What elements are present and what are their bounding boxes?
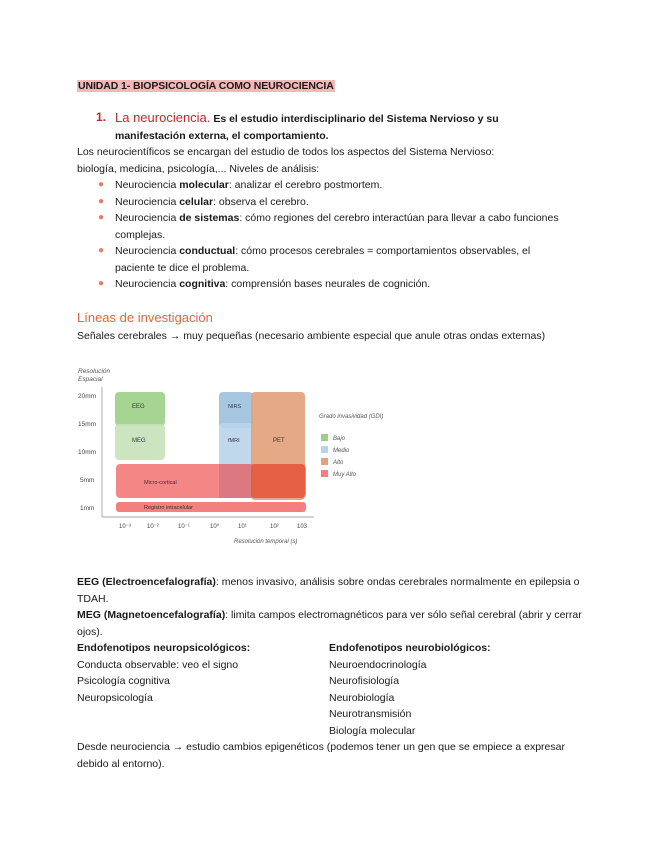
list-item: ● Neurociencia cognitiva: comprensión bases neurales de cognición. (96, 276, 566, 293)
eeg-paragraph: EEG (Electroencefalografía): menos invasivo, análisis sobre ondas cerebrales normalmente en epilepsia o TDAH. (77, 576, 580, 605)
levels-list (96, 177, 566, 293)
legend-swatch-bajo (321, 434, 328, 441)
region-label-micro: Micro-cortical (144, 480, 177, 486)
intro-paragraph (77, 144, 587, 177)
bullet-icon: ● (98, 179, 105, 190)
x-tick-label: 103 (297, 524, 308, 530)
overlap-pet (251, 464, 305, 498)
x-tick-label: 10⁰ (210, 524, 220, 530)
legend-swatch-muy-alto (321, 470, 328, 477)
y-tick-label: 20mm (78, 393, 97, 400)
x-tick-label: 10⁻² (147, 524, 159, 530)
list-item: Neurobiología (329, 691, 395, 704)
list-item: ● Neurociencia molecular: analizar el cerebro postmortem. (96, 177, 566, 194)
list-item: Biología molecular (329, 724, 416, 737)
endo-left-column (77, 640, 250, 706)
region-label-meg: MEG (132, 438, 146, 444)
section-number: 1. (96, 110, 107, 124)
closing-paragraph: Desde neurociencia → estudio cambios epigenéticos (podemos tener un gen que se empiece a expresar debido al entorno). (77, 741, 565, 770)
list-item: ● Neurociencia celular: observa el cerebro. (96, 194, 566, 211)
signals-text: Señales cerebrales → muy pequeñas (necesario ambiente especial que anule otras ondas externas) (77, 330, 546, 342)
region-label-eeg: EEG (132, 404, 145, 410)
bullet-icon: ● (98, 195, 105, 207)
legend-label: Alto (333, 460, 344, 466)
bullet-icon: ● (98, 212, 105, 223)
x-tick-label: 10² (270, 524, 279, 530)
x-tick-label: 10⁻¹ (178, 524, 190, 530)
list-item: Neurofisiología (329, 675, 400, 687)
meg-paragraph: MEG (Magnetoencefalografía): limita campos electromagnéticos para ver sólo señal cerebral (abrir y cerrar ojos). (77, 609, 582, 638)
list-item: Neurotransmisión (329, 708, 412, 720)
y-tick-label: 15mm (78, 421, 97, 428)
list-item: ● Neurociencia conductual: cómo procesos cerebrales = comportamientos observables, el paciente te dice el problema. (98, 245, 531, 274)
lines-heading: Líneas de investigación (77, 310, 213, 325)
list-item: Neuropsicología (77, 691, 153, 704)
endo-left-title: Endofenotipos neuropsicológicos: (77, 642, 251, 654)
legend-swatch-alto (321, 458, 328, 465)
y-tick-label: 5mm (80, 477, 95, 484)
endo-right-column (329, 640, 491, 739)
bullet-icon: ● (98, 278, 105, 289)
list-item: Neuroendocrinología (329, 658, 427, 671)
x-axis-label: Resolución temporal (s) (234, 539, 298, 545)
intro-line-2: biología, medicina, psicología,... Niveles de análisis: (77, 162, 320, 175)
y-tick-label: 1mm (80, 505, 95, 512)
legend-swatch-medio (321, 446, 328, 453)
overlap-fmri (219, 464, 253, 498)
endo-right-title: Endofenotipos neurobiológicos: (329, 642, 491, 654)
list-item: Psicología cognitiva (77, 675, 170, 687)
unit-title: UNIDAD 1- BIOPSICOLOGÍA COMO NEUROCIENCIA (78, 80, 334, 92)
list-item: ● Neurociencia de sistemas: cómo regiones del cerebro interactúan para llevar a cabo funciones complejas. (98, 212, 559, 241)
legend-label: Muy Alto (333, 472, 357, 478)
legend-label: Bajo (333, 436, 346, 442)
region-label-nirs: NIRS (228, 404, 242, 410)
section-1 (96, 109, 566, 145)
y-tick-label: 10mm (78, 449, 97, 456)
section-definition: Es el estudio interdisciplinario del Sistema Nervioso y su manifestación externa, el comportamiento. (115, 113, 499, 142)
region-nirs (219, 392, 253, 428)
intro-line-1: Los neurocientíficos se encargan del estudio de todos los aspectos del Sistema Nervioso: (77, 146, 495, 158)
region-label-fmri: fMRI (228, 438, 240, 444)
x-tick-label: 10⁻³ (119, 524, 131, 530)
x-tick-label: 10¹ (238, 524, 247, 530)
region-label-registro: Registro intracelular (144, 505, 193, 511)
region-label-pet: PET (273, 438, 285, 444)
bullet-icon: ● (98, 245, 105, 256)
techniques-chart (74, 365, 384, 550)
y-axis-label: Resolución Espacial (78, 368, 111, 383)
section-lead: La neurociencia. (115, 110, 211, 125)
list-item: Conducta observable: veo el signo (77, 658, 239, 671)
legend-label: Medio (333, 448, 350, 454)
legend-title: Grado invasividad (GDI) (319, 414, 384, 420)
